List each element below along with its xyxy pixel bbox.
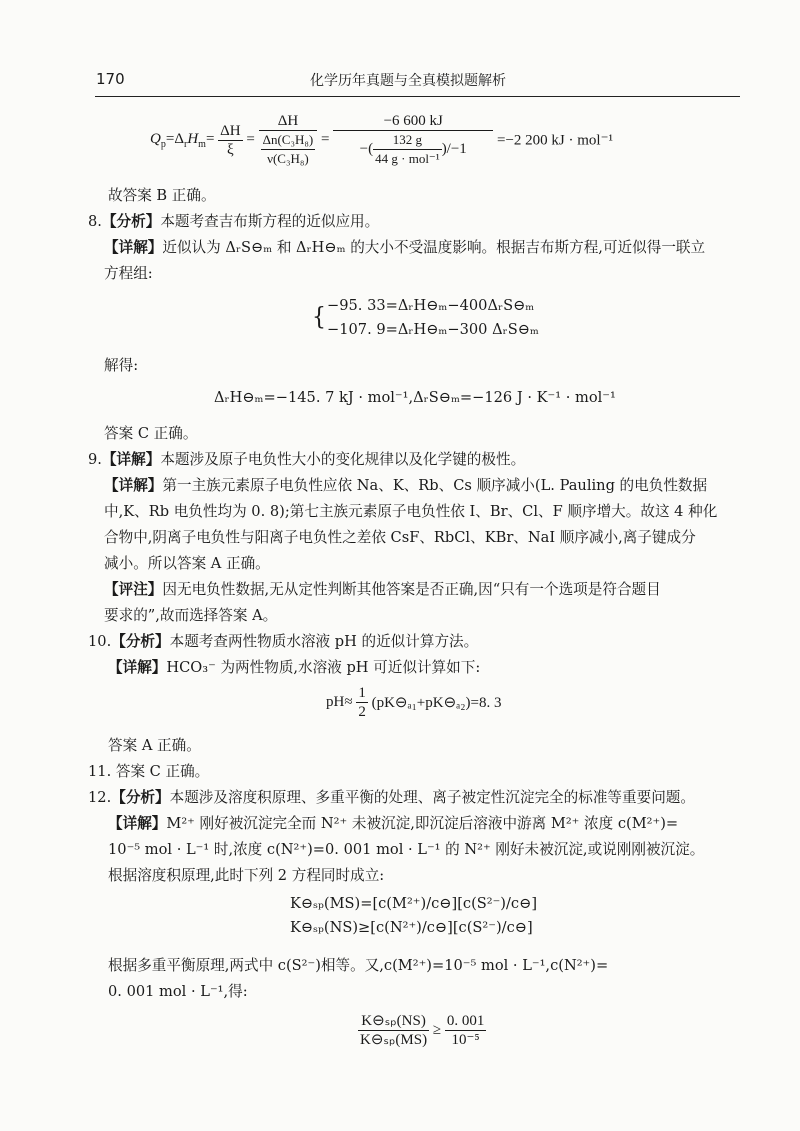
frac-dh-dn: $\frac{\Delta H}{\frac{\text{Δn(C₃H₈)}}{\text{ν(C₃H₈)}}}$ (259, 112, 318, 168)
q8-system-1: −95. 33=ΔᵣH⊖ₘ−400ΔᵣS⊖ₘ (327, 297, 535, 314)
q8-system-2: −107. 9=ΔᵣH⊖ₘ−300 ΔᵣS⊖ₘ (327, 321, 539, 338)
q9-analysis: 9.【详解】本题涉及原子电负性大小的变化规律以及化学键的极性。 (88, 451, 526, 468)
q10-answer: 答案 A 正确。 (108, 737, 201, 754)
q12-detail-1: 【详解】M²⁺ 刚好被沉淀完全而 N²⁺ 未被沉淀,即沉淀后溶液中游离 M²⁺ 浓度 c(M²⁺)= (108, 815, 679, 832)
frac-value: −6 600 kJ −( $\frac{132 g}{\text{44 g · mol⁻¹}}$ )/−1 (333, 112, 493, 168)
q7-answer: 故答案 B 正确。 (108, 187, 216, 204)
frac-dh-xi: $\frac{\Delta H}{\xi}$ (220, 122, 241, 158)
q9-detail-1: 【详解】第一主族元素原子电负性应依 Na、K、Rb、Cs 顺序减小(L. Pauling 的电负性数据 (104, 477, 708, 494)
q9-detail-4: 减小。所以答案 A 正确。 (104, 555, 270, 572)
q8-result: ΔᵣH⊖ₘ=−145. 7 kJ · mol⁻¹,ΔᵣS⊖ₘ=−126 J · K⁻¹ · mol⁻¹ (214, 389, 616, 406)
system-brace: { (312, 303, 326, 332)
qp-equation: $Q_p=\Delta_rH_m=$ $\frac{\Delta H}{\xi}$ = $\frac{\Delta H}{\frac{\text{Δn(C₃H₈)}}{\text{ν(C₃H₈)}}}$ = −6 600 kJ −( $\frac{132 g}{\text{44 g · mol⁻¹}}$ )/−1 =−2 200 kJ · mol⁻¹ (150, 113, 613, 166)
q8-detail: 【详解】近似认为 ΔᵣS⊖ₘ 和 ΔᵣH⊖ₘ 的大小不受温度影响。根据吉布斯方程,可近似得一联立 (104, 239, 706, 256)
q12-detail-3: 根据溶度积原理,此时下列 2 方程同时成立: (108, 867, 385, 884)
page-number: 170 (96, 70, 125, 88)
q11-answer: 11. 答案 C 正确。 (88, 763, 210, 780)
q8-analysis: 8.【分析】本题考查吉布斯方程的近似应用。 (88, 213, 380, 230)
q10-detail: 【详解】HCO₃⁻ 为两性物质,水溶液 pH 可近似计算如下: (108, 659, 481, 676)
q12-eq-1: K⊖ₛₚ(MS)=[c(M²⁺)/c⊖][c(S²⁻)/c⊖] (290, 895, 538, 912)
q12-detail-5: 0. 001 mol · L⁻¹,得: (108, 983, 248, 1000)
q9-detail-3: 合物中,阴离子电负性与阳离子电负性之差依 CsF、RbCl、KBr、NaI 顺序减小,离子键成分 (104, 529, 696, 546)
q8-solve: 解得: (104, 357, 139, 374)
q8-answer: 答案 C 正确。 (104, 425, 198, 442)
q8-detail-2: 方程组: (104, 265, 153, 282)
q9-note-2: 要求的”,故而选择答案 A。 (104, 607, 278, 624)
q12-analysis: 12.【分析】本题涉及溶度积原理、多重平衡的处理、离子被定性沉淀完全的标准等重要问题。 (88, 789, 695, 806)
q10-analysis: 10.【分析】本题考查两性物质水溶液 pH 的近似计算方法。 (88, 633, 479, 650)
q12-detail-4: 根据多重平衡原理,两式中 c(S²⁻)相等。又,c(M²⁺)=10⁻⁵ mol · L⁻¹,c(N²⁺)= (108, 957, 609, 974)
header-rule (95, 96, 740, 97)
q10-equation: pH≈ $\frac{1}{2}$ (pK⊖ₐ₁+pK⊖ₐ₂)=8. 3 (326, 685, 502, 720)
q9-detail-2: 中,K、Rb 电负性均为 0. 8);第七主族元素原子电负性依 I、Br、Cl、F 顺序增大。故这 4 种化 (104, 503, 718, 520)
q12-detail-2: 10⁻⁵ mol · L⁻¹ 时,浓度 c(N²⁺)=0. 001 mol · L⁻¹ 的 N²⁺ 刚好未被沉淀,或说刚刚被沉淀。 (108, 841, 705, 858)
q12-ratio: $\frac{\text{K⊖ₛₚ(NS)}}{\text{K⊖ₛₚ(MS)}}$ ≥ $\frac{0. 001}{\text{10⁻⁵}}$ (360, 1013, 485, 1048)
q9-note-1: 【评注】因无电负性数据,无从定性判断其他答案是否正确,因“只有一个选项是符合题目 (104, 581, 661, 598)
q12-eq-2: K⊖ₛₚ(NS)≥[c(N²⁺)/c⊖][c(S²⁻)/c⊖] (290, 919, 533, 936)
book-title: 化学历年真题与全真模拟题解析 (310, 73, 506, 89)
